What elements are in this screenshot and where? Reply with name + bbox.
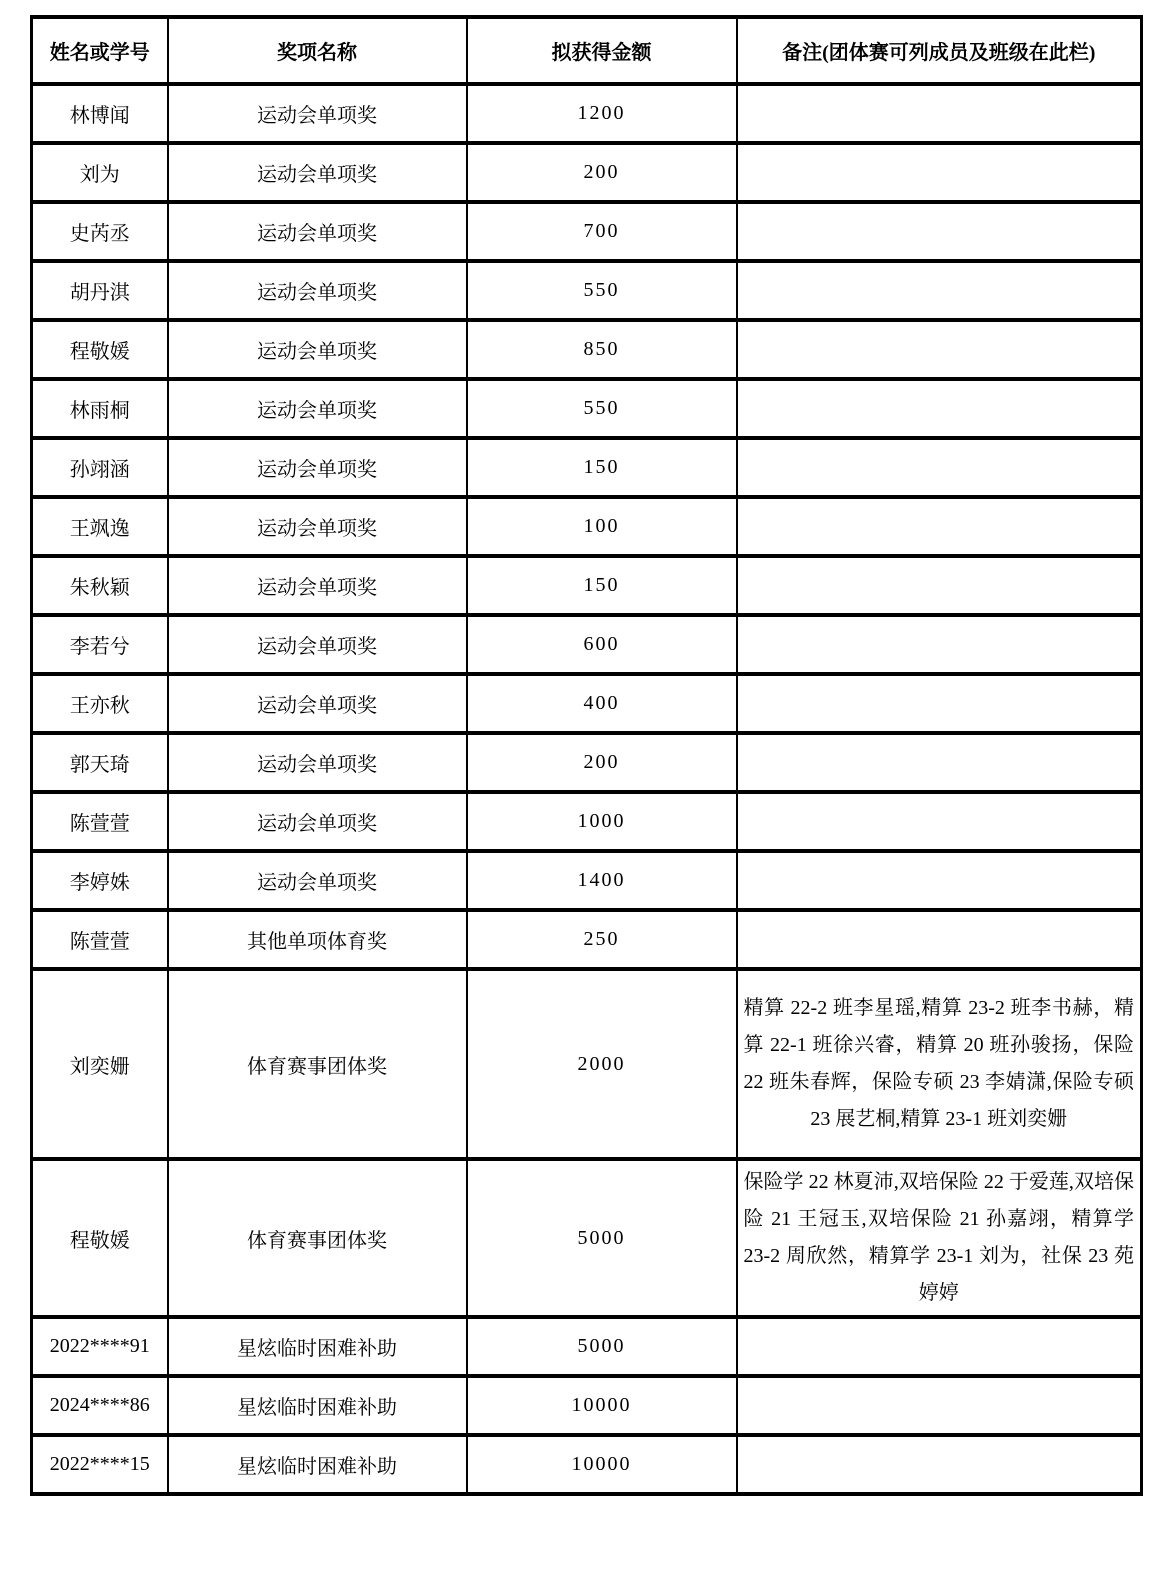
cell-amount: 10000: [467, 1376, 737, 1435]
cell-name: 李若兮: [32, 615, 168, 674]
table-row: [32, 143, 1142, 202]
cell-award: 运动会单项奖: [168, 792, 467, 851]
cell-amount: 150: [467, 556, 737, 615]
cell-award: 运动会单项奖: [168, 674, 467, 733]
cell-amount: 1200: [467, 84, 737, 143]
cell-name: 2022****91: [32, 1317, 168, 1376]
table-row: [32, 792, 1142, 851]
cell-remark: [737, 320, 1142, 379]
cell-amount: 5000: [467, 1159, 737, 1317]
cell-remark: 保险学 22 林夏沛,双培保险 22 于爱莲,双培保险 21 王冠玉,双培保险 21 孙嘉翊，精算学 23-2 周欣然，精算学 23-1 刘为，社保 23 苑婷婷: [737, 1159, 1142, 1317]
cell-name: 李婷姝: [32, 851, 168, 910]
cell-name: 刘奕姗: [32, 969, 168, 1159]
cell-name: 2022****15: [32, 1435, 168, 1494]
cell-award: 运动会单项奖: [168, 261, 467, 320]
cell-award: 运动会单项奖: [168, 438, 467, 497]
cell-name: 林博闻: [32, 84, 168, 143]
cell-award: 运动会单项奖: [168, 733, 467, 792]
cell-remark: [737, 202, 1142, 261]
column-header-name: 姓名或学号: [32, 17, 168, 84]
cell-amount: 10000: [467, 1435, 737, 1494]
cell-award: 运动会单项奖: [168, 379, 467, 438]
cell-amount: 400: [467, 674, 737, 733]
table-row: [32, 1159, 1142, 1317]
table-row: [32, 1435, 1142, 1494]
cell-amount: 5000: [467, 1317, 737, 1376]
cell-remark: [737, 497, 1142, 556]
cell-remark: [737, 1376, 1142, 1435]
cell-name: 史芮丞: [32, 202, 168, 261]
cell-award: 星炫临时困难补助: [168, 1317, 467, 1376]
cell-remark: [737, 674, 1142, 733]
table-row: [32, 438, 1142, 497]
cell-amount: 700: [467, 202, 737, 261]
cell-remark: [737, 1435, 1142, 1494]
cell-remark: [737, 556, 1142, 615]
cell-amount: 600: [467, 615, 737, 674]
cell-remark: [737, 851, 1142, 910]
cell-name: 林雨桐: [32, 379, 168, 438]
cell-award: 体育赛事团体奖: [168, 1159, 467, 1317]
cell-award: 运动会单项奖: [168, 851, 467, 910]
cell-award: 运动会单项奖: [168, 615, 467, 674]
cell-amount: 100: [467, 497, 737, 556]
cell-remark: [737, 438, 1142, 497]
cell-remark: [737, 84, 1142, 143]
cell-name: 2024****86: [32, 1376, 168, 1435]
cell-name: 刘为: [32, 143, 168, 202]
cell-award: 星炫临时困难补助: [168, 1376, 467, 1435]
table-row: [32, 1376, 1142, 1435]
cell-name: 陈萱萱: [32, 910, 168, 969]
cell-remark: [737, 261, 1142, 320]
cell-amount: 850: [467, 320, 737, 379]
table-row: [32, 379, 1142, 438]
cell-remark: 精算 22-2 班李星瑶,精算 23-2 班李书赫，精算 22-1 班徐兴睿，精算 20 班孙骏扬，保险 22 班朱春辉，保险专硕 23 李婧潇,保险专硕 23 展艺桐,精算 23-1 班刘奕姗: [737, 969, 1142, 1159]
table-row: [32, 84, 1142, 143]
table-row: [32, 261, 1142, 320]
table-row: [32, 969, 1142, 1159]
table-row: [32, 674, 1142, 733]
cell-name: 程敬媛: [32, 1159, 168, 1317]
awards-table: [30, 15, 1143, 1496]
cell-award: 运动会单项奖: [168, 143, 467, 202]
cell-award: 运动会单项奖: [168, 320, 467, 379]
cell-name: 郭天琦: [32, 733, 168, 792]
cell-award: 运动会单项奖: [168, 202, 467, 261]
table-row: [32, 733, 1142, 792]
cell-name: 陈萱萱: [32, 792, 168, 851]
table-header-row: [32, 17, 1142, 84]
cell-name: 王飒逸: [32, 497, 168, 556]
cell-name: 胡丹淇: [32, 261, 168, 320]
cell-amount: 2000: [467, 969, 737, 1159]
table-row: [32, 320, 1142, 379]
cell-award: 运动会单项奖: [168, 84, 467, 143]
cell-amount: 200: [467, 143, 737, 202]
cell-remark: [737, 733, 1142, 792]
cell-remark: [737, 910, 1142, 969]
cell-name: 程敬媛: [32, 320, 168, 379]
cell-remark: [737, 379, 1142, 438]
table-row: [32, 202, 1142, 261]
cell-name: 孙翊涵: [32, 438, 168, 497]
cell-amount: 1400: [467, 851, 737, 910]
cell-amount: 550: [467, 379, 737, 438]
column-header-award: 奖项名称: [168, 17, 467, 84]
cell-award: 体育赛事团体奖: [168, 969, 467, 1159]
table-row: [32, 1317, 1142, 1376]
cell-remark: [737, 615, 1142, 674]
cell-amount: 550: [467, 261, 737, 320]
cell-award: 星炫临时困难补助: [168, 1435, 467, 1494]
document-page: [30, 15, 1143, 1496]
table-row: [32, 556, 1142, 615]
table-row: [32, 851, 1142, 910]
table-row: [32, 615, 1142, 674]
cell-remark: [737, 792, 1142, 851]
cell-amount: 250: [467, 910, 737, 969]
cell-name: 王亦秋: [32, 674, 168, 733]
cell-award: 运动会单项奖: [168, 556, 467, 615]
cell-award: 运动会单项奖: [168, 497, 467, 556]
cell-amount: 150: [467, 438, 737, 497]
column-header-remark: 备注(团体赛可列成员及班级在此栏): [737, 17, 1142, 84]
cell-name: 朱秋颖: [32, 556, 168, 615]
cell-amount: 200: [467, 733, 737, 792]
cell-award: 其他单项体育奖: [168, 910, 467, 969]
table-row: [32, 910, 1142, 969]
cell-remark: [737, 143, 1142, 202]
table-row: [32, 497, 1142, 556]
column-header-amount: 拟获得金额: [467, 17, 737, 84]
cell-amount: 1000: [467, 792, 737, 851]
cell-remark: [737, 1317, 1142, 1376]
